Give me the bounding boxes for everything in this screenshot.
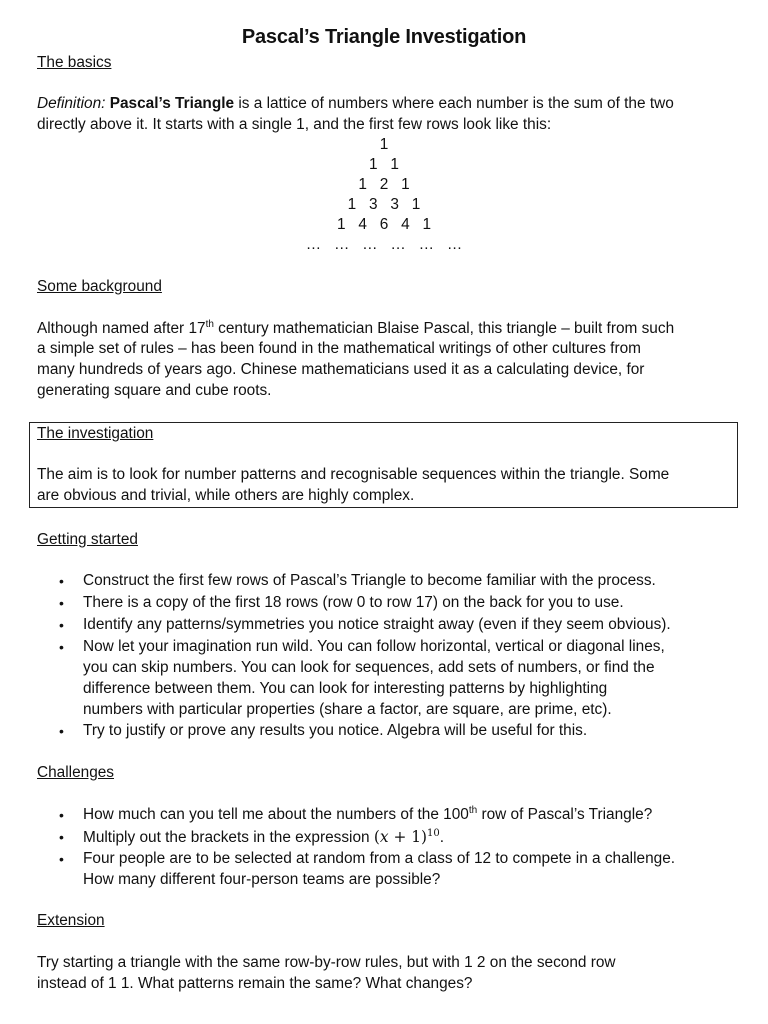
math-plus-one: + 1) (388, 828, 428, 846)
getting-started-item-4-line-1: Now let your imagination run wild. You can follow horizontal, vertical or diagonal lines, (83, 638, 665, 655)
ordinal-suffix: th (468, 805, 478, 816)
definition-line-1 (37, 94, 674, 114)
getting-started-heading: Getting started (37, 531, 138, 548)
bullet-glyph: • (59, 639, 64, 655)
definition-term: Pascal’s Triangle (109, 95, 235, 112)
binomial-expression (374, 828, 440, 846)
extension-line-2: instead of 1 1. What patterns remain the same? What changes? (37, 975, 473, 992)
bullet-glyph: • (59, 829, 64, 845)
getting-started-item-1: Construct the first few rows of Pascal’s Triangle to become familiar with the process. (83, 572, 656, 589)
investigation-line-1: The aim is to look for number patterns and recognisable sequences within the triangle. Some (37, 466, 670, 483)
bullet-glyph: • (59, 851, 64, 867)
background-line-3: many hundreds of years ago. Chinese mathematicians used it as a calculating device, for (37, 361, 645, 378)
getting-started-item-5: Try to justify or prove any results you notice. Algebra will be useful for this. (83, 722, 588, 739)
getting-started-item-2: There is a copy of the first 18 rows (row 0 to row 17) on the back for you to use. (83, 594, 624, 611)
getting-started-item-4-line-3: difference between them. You can look for interesting patterns by highlighting (83, 680, 608, 697)
basics-heading: The basics (37, 54, 112, 71)
ordinal-suffix: th (205, 319, 214, 330)
definition-line-2: directly above it. It starts with a single 1, and the first few rows look like this: (37, 116, 552, 133)
investigation-line-2: are obvious and trivial, while others are highly complex. (37, 487, 415, 504)
investigation-heading: The investigation (37, 425, 154, 442)
background-heading: Some background (37, 278, 162, 295)
definition-text: is a lattice of numbers where each number is the sum of the two (234, 95, 674, 112)
definition-label: Definition: (37, 95, 106, 112)
triangle-row-1: 1 1 (369, 156, 399, 173)
background-text-a: Although named after 17 (37, 320, 206, 337)
triangle-row-2: 1 2 1 (358, 176, 410, 193)
bullet-glyph: • (59, 573, 64, 589)
extension-line-1: Try starting a triangle with the same row-by-row rules, but with 1 2 on the second row (37, 954, 616, 971)
challenge-1-text-a: How much can you tell me about the numbers of the 100 (83, 806, 469, 823)
challenge-2-period: . (439, 829, 445, 846)
bullet-glyph: • (59, 723, 64, 739)
background-line-4: generating square and cube roots. (37, 382, 272, 399)
challenge-item-2 (83, 827, 444, 848)
triangle-row-3: 1 3 3 1 (347, 196, 421, 213)
extension-heading: Extension (37, 912, 105, 929)
getting-started-item-3: Identify any patterns/symmetries you notice straight away (even if they seem obvious). (83, 616, 671, 633)
math-open-paren: ( (373, 828, 380, 846)
background-text-b: century mathematician Blaise Pascal, this triangle – built from such (213, 320, 675, 337)
background-line-2: a simple set of rules – has been found in the mathematical writings of other cultures from (37, 340, 641, 357)
bullet-glyph: • (59, 617, 64, 633)
challenge-1-text-b: row of Pascal’s Triangle? (477, 806, 653, 823)
challenge-item-1 (83, 805, 652, 825)
challenge-item-3-line-1: Four people are to be selected at random from a class of 12 to compete in a challenge. (83, 850, 676, 867)
math-variable: x (379, 828, 389, 846)
triangle-row-0: 1 (379, 136, 389, 153)
challenge-item-3-line-2: How many different four-person teams are possible? (83, 871, 441, 888)
math-exponent: 10 (427, 828, 440, 839)
triangle-row-4: 1 4 6 4 1 (336, 216, 432, 233)
getting-started-item-4-line-4: numbers with particular properties (share a factor, are square, are prime, etc). (83, 701, 612, 718)
bullet-glyph: • (59, 595, 64, 611)
page-title: Pascal’s Triangle Investigation (241, 26, 527, 48)
bullet-glyph: • (59, 807, 64, 823)
challenges-heading: Challenges (37, 764, 115, 781)
challenge-2-text: Multiply out the brackets in the expression (83, 829, 374, 846)
triangle-row-ellipsis: … … … … … … (305, 236, 463, 253)
getting-started-item-4-line-2: you can skip numbers. You can look for sequences, add sets of numbers, or find the (83, 659, 655, 676)
background-line-1 (37, 319, 674, 339)
